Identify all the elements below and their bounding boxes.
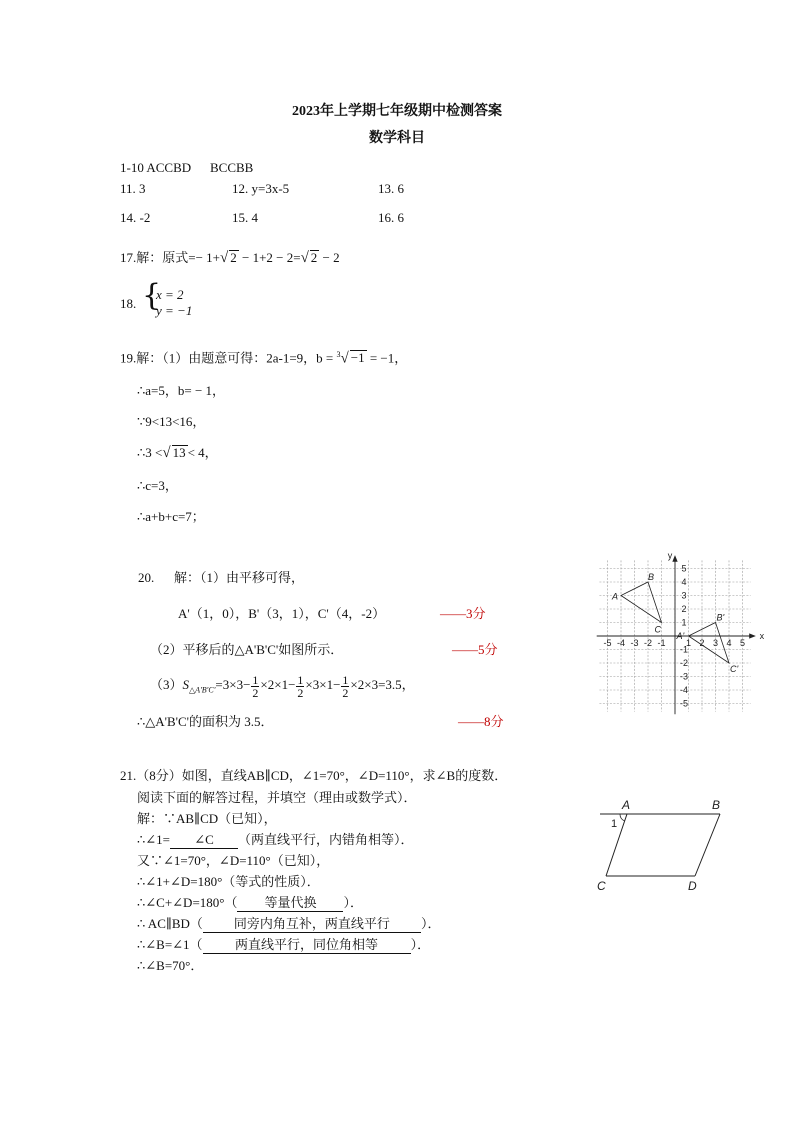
line-bd (695, 814, 720, 876)
x-tick-label: -3 (630, 638, 639, 648)
triangle-a1b1c1 (689, 623, 730, 664)
q20-score1: ——3分 (440, 606, 486, 621)
label-c: C (654, 624, 661, 635)
tick-labels (603, 550, 764, 708)
y-tick-label: 2 (681, 604, 687, 614)
q21-line10: ∴∠B=70°． (137, 958, 204, 973)
y-tick-label: -4 (679, 685, 689, 695)
triangle-abc (621, 582, 662, 623)
y-tick-label: -3 (679, 671, 689, 682)
page-title: 2023年上学期七年级期中检测答案 (292, 104, 502, 119)
fill-13: 13. 6 (378, 181, 404, 196)
y-tick-label: 1 (681, 617, 687, 628)
q20-line5: ∴△A'B'C'的面积为 3.5． (137, 714, 274, 729)
q21-line8: ∴ AC∥BD（ 同旁内角互补，两直线平行 ）． (137, 916, 441, 931)
q21-line5: 又∵∠1=70°，∠D=110°（已知）， (137, 853, 330, 868)
label-b-prime: B' (716, 612, 725, 623)
mc-answers-1: 1-10 ACCBD (120, 160, 192, 175)
q19-line4: ∴3 <√ 13 < 4， (137, 445, 218, 461)
angle-1-arc (620, 814, 625, 821)
q19-line3: ∵9<13<16， (137, 414, 206, 429)
q21-line6: ∴∠1+∠D=180°（等式的性质）． (137, 874, 320, 889)
blank-1: ∠C (170, 832, 238, 849)
x-tick-label: -1 (657, 638, 666, 648)
q20-line2: A'（1，0），B'（3，1），C'（4，-2） (178, 606, 386, 621)
label-c-prime: C' (730, 664, 739, 674)
q19-line2: ∴a=5，b= − 1， (137, 383, 226, 398)
blank-4: 两直线平行，同位角相等 (203, 937, 411, 954)
blank-2: 等量代换 (237, 895, 343, 912)
x-tick-label: 1 (685, 638, 692, 648)
x-tick-label: 2 (699, 638, 705, 648)
y-tick-label: 3 (681, 590, 687, 601)
page-subtitle: 数学科目 (369, 131, 425, 146)
q21-line2: 阅读下面的解答过程，并填空（理由或数学式）． (137, 790, 417, 805)
x-tick-label: -5 (603, 638, 612, 648)
q19-line5: ∴c=3， (137, 478, 178, 493)
coordinate-grid-figure (595, 550, 765, 710)
label-b: B (648, 572, 655, 582)
mc-answers-2: BCCBB (210, 160, 254, 175)
y-tick-label: -1 (679, 644, 689, 655)
blank-3: 同旁内角互补，两直线平行 (203, 916, 421, 933)
y-axis-label: y (667, 550, 673, 561)
q20-score2: ——5分 (452, 642, 498, 657)
angle-1-label: 1 (611, 818, 618, 830)
fill-14: 14. -2 (120, 210, 151, 225)
x-tick-label: 3 (712, 638, 719, 648)
fill-12: 12. y=3x-5 (232, 181, 290, 196)
q19-line1: 19.解：（1）由题意可得：2a-1=9，b = $^3$√ −1 = −1， (120, 350, 408, 367)
x-tick-label: 4 (726, 638, 732, 648)
y-tick-label: -2 (679, 658, 689, 668)
x-tick-label: 5 (739, 638, 746, 648)
point-a: A (622, 798, 631, 812)
label-a: A (612, 591, 619, 602)
fill-15: 15. 4 (232, 210, 258, 225)
label-a-prime: A' (676, 631, 685, 641)
y-tick-label: 5 (681, 563, 687, 574)
q20-line1: 解：（1）由平移可得， (174, 570, 305, 585)
q21-line7: ∴∠C+∠D=180°（ 等量代换 ）． (137, 895, 363, 910)
point-b: B (712, 798, 721, 812)
fill-11: 11. 3 (120, 181, 146, 196)
q17-solution: 17.解：原式=− 1+√ 2 − 1+2 − 2=√ 2 − 2 (120, 250, 340, 266)
y-tick-label: -5 (679, 698, 689, 709)
x-tick-label: -2 (643, 638, 653, 648)
q21-line3: 解：∵AB∥CD（已知）， (137, 811, 277, 826)
point-d: D (688, 879, 697, 893)
q20-num: 20. (138, 570, 155, 585)
q19-line6: ∴a+b+c=7； (137, 509, 205, 524)
q21-line9: ∴∠B=∠1（ 两直线平行，同位角相等 ）． (137, 937, 431, 952)
q20-line3: （2）平移后的△A'B'C'如图所示． (150, 642, 344, 657)
q18-label: 18. (120, 296, 137, 311)
q18-system: { x = 2 y = −1 (142, 278, 193, 318)
y-tick-label: 4 (681, 577, 687, 587)
q20-line4: $(3)S_{\triangle A'B'C'}=3\times 3-$ $\frac{1}{2}$ ×2×1− $\frac{1}{2}$ ×3×1− $\frac{1}{2}$ ×2×3=3.5， (150, 672, 415, 700)
x-axis-label: x (759, 631, 765, 641)
point-c: C (597, 879, 606, 893)
q21-line1: 21.（8分）如图，直线AB∥CD，∠1=70°，∠D=110°，求∠B的度数． (120, 768, 508, 783)
fill-16: 16. 6 (378, 210, 404, 225)
x-axis-arrow (750, 634, 755, 638)
q20-score3: ——8分 (458, 714, 504, 729)
q21-line4: ∴∠1= ∠C （两直线平行，内错角相等）． (137, 832, 414, 847)
parallelogram-figure (590, 796, 730, 896)
x-tick-label: -4 (616, 638, 626, 648)
y-axis-arrow (673, 556, 677, 561)
